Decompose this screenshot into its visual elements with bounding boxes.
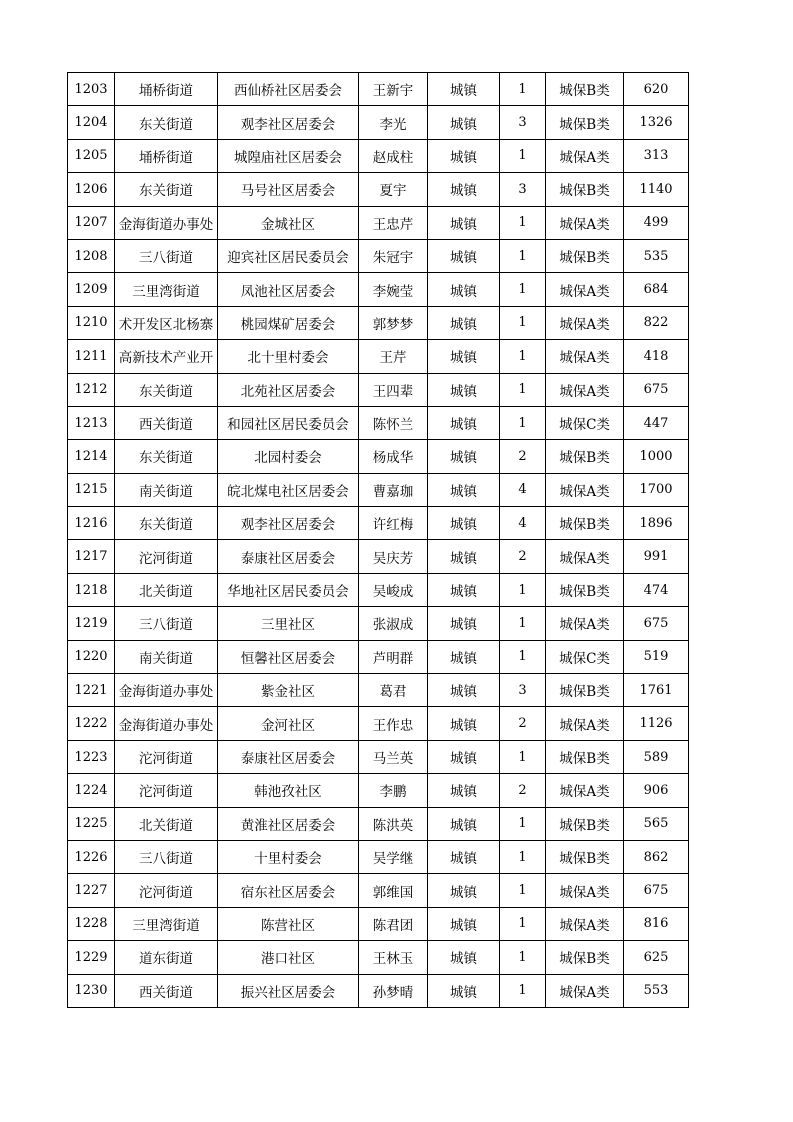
subdistrict-cell: 沱河街道 (115, 740, 218, 773)
insurance-category-cell: 城保A类 (546, 373, 624, 406)
household-count-cell: 1 (500, 139, 546, 172)
record-number-cell: 1224 (68, 774, 115, 807)
household-count-cell: 4 (500, 507, 546, 540)
insurance-category-cell: 城保A类 (546, 206, 624, 239)
record-number-cell: 1205 (68, 139, 115, 172)
person-name-cell: 王林玉 (359, 941, 428, 974)
amount-cell: 625 (624, 941, 689, 974)
community-cell: 泰康社区居委会 (218, 540, 359, 573)
insurance-category-cell: 城保A类 (546, 707, 624, 740)
amount-cell: 816 (624, 907, 689, 940)
amount-cell: 447 (624, 406, 689, 439)
community-cell: 恒馨社区居委会 (218, 640, 359, 673)
amount-cell: 1700 (624, 473, 689, 506)
amount-cell: 675 (624, 607, 689, 640)
table-row (68, 507, 689, 540)
subdistrict-cell: 东关街道 (115, 173, 218, 206)
amount-cell: 991 (624, 540, 689, 573)
person-name-cell: 吴庆芳 (359, 540, 428, 573)
insurance-category-cell: 城保B类 (546, 173, 624, 206)
community-cell: 桃园煤矿居委会 (218, 306, 359, 339)
table-row (68, 306, 689, 339)
person-name-cell: 郭梦梦 (359, 306, 428, 339)
record-number-cell: 1210 (68, 306, 115, 339)
community-cell: 振兴社区居委会 (218, 974, 359, 1007)
table-row (68, 774, 689, 807)
community-cell: 观李社区居委会 (218, 106, 359, 139)
community-cell: 泰康社区居委会 (218, 740, 359, 773)
area-type-cell: 城镇 (428, 707, 500, 740)
community-cell: 三里社区 (218, 607, 359, 640)
amount-cell: 906 (624, 774, 689, 807)
insurance-category-cell: 城保C类 (546, 640, 624, 673)
record-number-cell: 1219 (68, 607, 115, 640)
record-number-cell: 1212 (68, 373, 115, 406)
amount-cell: 589 (624, 740, 689, 773)
community-cell: 北十里村委会 (218, 340, 359, 373)
table-row (68, 840, 689, 873)
record-number-cell: 1216 (68, 507, 115, 540)
person-name-cell: 王作忠 (359, 707, 428, 740)
amount-cell: 822 (624, 306, 689, 339)
person-name-cell: 王新宇 (359, 73, 428, 106)
record-number-cell: 1230 (68, 974, 115, 1007)
community-cell: 紫金社区 (218, 674, 359, 707)
area-type-cell: 城镇 (428, 674, 500, 707)
record-number-cell: 1211 (68, 340, 115, 373)
insurance-category-cell: 城保A类 (546, 306, 624, 339)
amount-cell: 1896 (624, 507, 689, 540)
table-row (68, 139, 689, 172)
amount-cell: 684 (624, 273, 689, 306)
record-number-cell: 1214 (68, 440, 115, 473)
table-row (68, 640, 689, 673)
household-count-cell: 1 (500, 73, 546, 106)
household-count-cell: 2 (500, 707, 546, 740)
community-cell: 凤池社区居委会 (218, 273, 359, 306)
area-type-cell: 城镇 (428, 840, 500, 873)
community-cell: 华地社区居民委员会 (218, 573, 359, 606)
household-count-cell: 1 (500, 340, 546, 373)
subdistrict-cell: 沱河街道 (115, 874, 218, 907)
area-type-cell: 城镇 (428, 440, 500, 473)
area-type-cell: 城镇 (428, 239, 500, 272)
insurance-category-cell: 城保A类 (546, 774, 624, 807)
subdistrict-cell: 南关街道 (115, 473, 218, 506)
insurance-category-cell: 城保A类 (546, 974, 624, 1007)
subdistrict-cell: 道东街道 (115, 941, 218, 974)
person-name-cell: 吴学继 (359, 840, 428, 873)
community-cell: 韩池孜社区 (218, 774, 359, 807)
table-row (68, 707, 689, 740)
person-name-cell: 芦明群 (359, 640, 428, 673)
subdistrict-cell: 北关街道 (115, 807, 218, 840)
community-cell: 皖北煤电社区居委会 (218, 473, 359, 506)
insurance-category-cell: 城保A类 (546, 907, 624, 940)
household-count-cell: 1 (500, 974, 546, 1007)
person-name-cell: 王芹 (359, 340, 428, 373)
insurance-category-cell: 城保A类 (546, 273, 624, 306)
insurance-category-cell: 城保B类 (546, 507, 624, 540)
table-row (68, 974, 689, 1007)
subdistrict-cell: 金海街道办事处 (115, 206, 218, 239)
insurance-category-cell: 城保A类 (546, 340, 624, 373)
area-type-cell: 城镇 (428, 273, 500, 306)
community-cell: 马号社区居委会 (218, 173, 359, 206)
subdistrict-cell: 三里湾街道 (115, 907, 218, 940)
amount-cell: 675 (624, 373, 689, 406)
area-type-cell: 城镇 (428, 774, 500, 807)
community-cell: 港口社区 (218, 941, 359, 974)
record-number-cell: 1222 (68, 707, 115, 740)
amount-cell: 1126 (624, 707, 689, 740)
person-name-cell: 陈君团 (359, 907, 428, 940)
area-type-cell: 城镇 (428, 573, 500, 606)
community-cell: 迎宾社区居民委员会 (218, 239, 359, 272)
household-count-cell: 3 (500, 173, 546, 206)
household-count-cell: 1 (500, 607, 546, 640)
person-name-cell: 曹嘉珈 (359, 473, 428, 506)
roster-table (67, 72, 689, 1008)
community-cell: 黄淮社区居委会 (218, 807, 359, 840)
subdistrict-cell: 高新技术产业开 (115, 340, 218, 373)
amount-cell: 313 (624, 139, 689, 172)
record-number-cell: 1229 (68, 941, 115, 974)
area-type-cell: 城镇 (428, 473, 500, 506)
table-row (68, 106, 689, 139)
amount-cell: 553 (624, 974, 689, 1007)
area-type-cell: 城镇 (428, 974, 500, 1007)
community-cell: 金城社区 (218, 206, 359, 239)
record-number-cell: 1204 (68, 106, 115, 139)
insurance-category-cell: 城保B类 (546, 840, 624, 873)
area-type-cell: 城镇 (428, 106, 500, 139)
insurance-category-cell: 城保B类 (546, 807, 624, 840)
amount-cell: 535 (624, 239, 689, 272)
person-name-cell: 赵成柱 (359, 139, 428, 172)
person-name-cell: 夏宇 (359, 173, 428, 206)
roster-body (68, 73, 689, 1008)
area-type-cell: 城镇 (428, 206, 500, 239)
person-name-cell: 杨成华 (359, 440, 428, 473)
subdistrict-cell: 三八街道 (115, 239, 218, 272)
area-type-cell: 城镇 (428, 507, 500, 540)
amount-cell: 1140 (624, 173, 689, 206)
community-cell: 十里村委会 (218, 840, 359, 873)
table-row (68, 340, 689, 373)
amount-cell: 1761 (624, 674, 689, 707)
community-cell: 观李社区居委会 (218, 507, 359, 540)
insurance-category-cell: 城保B类 (546, 440, 624, 473)
record-number-cell: 1218 (68, 573, 115, 606)
insurance-category-cell: 城保A类 (546, 473, 624, 506)
insurance-category-cell: 城保B类 (546, 106, 624, 139)
community-cell: 金河社区 (218, 707, 359, 740)
area-type-cell: 城镇 (428, 941, 500, 974)
record-number-cell: 1206 (68, 173, 115, 206)
household-count-cell: 4 (500, 473, 546, 506)
subdistrict-cell: 三八街道 (115, 840, 218, 873)
area-type-cell: 城镇 (428, 540, 500, 573)
table-row (68, 406, 689, 439)
insurance-category-cell: 城保B类 (546, 239, 624, 272)
record-number-cell: 1208 (68, 239, 115, 272)
subdistrict-cell: 埇桥街道 (115, 139, 218, 172)
record-number-cell: 1213 (68, 406, 115, 439)
record-number-cell: 1215 (68, 473, 115, 506)
table-row (68, 573, 689, 606)
record-number-cell: 1225 (68, 807, 115, 840)
subdistrict-cell: 沱河街道 (115, 774, 218, 807)
subdistrict-cell: 东关街道 (115, 106, 218, 139)
area-type-cell: 城镇 (428, 640, 500, 673)
insurance-category-cell: 城保A类 (546, 540, 624, 573)
person-name-cell: 李婉莹 (359, 273, 428, 306)
subdistrict-cell: 西关街道 (115, 406, 218, 439)
table-row (68, 607, 689, 640)
amount-cell: 675 (624, 874, 689, 907)
area-type-cell: 城镇 (428, 406, 500, 439)
person-name-cell: 张淑成 (359, 607, 428, 640)
record-number-cell: 1228 (68, 907, 115, 940)
record-number-cell: 1217 (68, 540, 115, 573)
subdistrict-cell: 术开发区北杨寨 (115, 306, 218, 339)
household-count-cell: 1 (500, 740, 546, 773)
insurance-category-cell: 城保A类 (546, 607, 624, 640)
household-count-cell: 1 (500, 306, 546, 339)
person-name-cell: 葛君 (359, 674, 428, 707)
record-number-cell: 1221 (68, 674, 115, 707)
community-cell: 北园村委会 (218, 440, 359, 473)
household-count-cell: 1 (500, 206, 546, 239)
insurance-category-cell: 城保C类 (546, 406, 624, 439)
table-row (68, 206, 689, 239)
community-cell: 和园社区居民委员会 (218, 406, 359, 439)
community-cell: 陈营社区 (218, 907, 359, 940)
table-row (68, 907, 689, 940)
amount-cell: 1326 (624, 106, 689, 139)
person-name-cell: 郭维国 (359, 874, 428, 907)
record-number-cell: 1209 (68, 273, 115, 306)
household-count-cell: 1 (500, 907, 546, 940)
person-name-cell: 陈洪英 (359, 807, 428, 840)
amount-cell: 565 (624, 807, 689, 840)
subdistrict-cell: 三里湾街道 (115, 273, 218, 306)
household-count-cell: 2 (500, 440, 546, 473)
amount-cell: 418 (624, 340, 689, 373)
insurance-category-cell: 城保B类 (546, 740, 624, 773)
household-count-cell: 1 (500, 840, 546, 873)
table-row (68, 73, 689, 106)
record-number-cell: 1226 (68, 840, 115, 873)
amount-cell: 1000 (624, 440, 689, 473)
community-cell: 城隍庙社区居委会 (218, 139, 359, 172)
person-name-cell: 李鹏 (359, 774, 428, 807)
table-row (68, 273, 689, 306)
subdistrict-cell: 金海街道办事处 (115, 674, 218, 707)
household-count-cell: 1 (500, 273, 546, 306)
community-cell: 宿东社区居委会 (218, 874, 359, 907)
table-row (68, 440, 689, 473)
person-name-cell: 陈怀兰 (359, 406, 428, 439)
person-name-cell: 吴峻成 (359, 573, 428, 606)
area-type-cell: 城镇 (428, 907, 500, 940)
household-count-cell: 1 (500, 406, 546, 439)
person-name-cell: 马兰英 (359, 740, 428, 773)
household-count-cell: 3 (500, 106, 546, 139)
insurance-category-cell: 城保B类 (546, 573, 624, 606)
insurance-category-cell: 城保B类 (546, 941, 624, 974)
table-row (68, 807, 689, 840)
amount-cell: 620 (624, 73, 689, 106)
table-row (68, 473, 689, 506)
household-count-cell: 1 (500, 874, 546, 907)
insurance-category-cell: 城保B类 (546, 674, 624, 707)
area-type-cell: 城镇 (428, 807, 500, 840)
household-count-cell: 1 (500, 373, 546, 406)
household-count-cell: 1 (500, 239, 546, 272)
area-type-cell: 城镇 (428, 340, 500, 373)
subdistrict-cell: 东关街道 (115, 507, 218, 540)
record-number-cell: 1207 (68, 206, 115, 239)
subdistrict-cell: 金海街道办事处 (115, 707, 218, 740)
subdistrict-cell: 南关街道 (115, 640, 218, 673)
subdistrict-cell: 东关街道 (115, 440, 218, 473)
community-cell: 西仙桥社区居委会 (218, 73, 359, 106)
insurance-category-cell: 城保B类 (546, 73, 624, 106)
amount-cell: 862 (624, 840, 689, 873)
area-type-cell: 城镇 (428, 373, 500, 406)
record-number-cell: 1203 (68, 73, 115, 106)
record-number-cell: 1223 (68, 740, 115, 773)
community-cell: 北苑社区居委会 (218, 373, 359, 406)
table-row (68, 941, 689, 974)
subdistrict-cell: 埇桥街道 (115, 73, 218, 106)
table-row (68, 373, 689, 406)
person-name-cell: 许红梅 (359, 507, 428, 540)
person-name-cell: 李光 (359, 106, 428, 139)
table-row (68, 540, 689, 573)
area-type-cell: 城镇 (428, 173, 500, 206)
subdistrict-cell: 沱河街道 (115, 540, 218, 573)
person-name-cell: 王四辈 (359, 373, 428, 406)
area-type-cell: 城镇 (428, 607, 500, 640)
household-count-cell: 1 (500, 573, 546, 606)
record-number-cell: 1227 (68, 874, 115, 907)
amount-cell: 519 (624, 640, 689, 673)
area-type-cell: 城镇 (428, 306, 500, 339)
table-row (68, 740, 689, 773)
person-name-cell: 朱冠宇 (359, 239, 428, 272)
table-row (68, 239, 689, 272)
household-count-cell: 1 (500, 640, 546, 673)
table-row (68, 173, 689, 206)
household-count-cell: 2 (500, 540, 546, 573)
amount-cell: 499 (624, 206, 689, 239)
table-row (68, 874, 689, 907)
area-type-cell: 城镇 (428, 139, 500, 172)
record-number-cell: 1220 (68, 640, 115, 673)
subdistrict-cell: 三八街道 (115, 607, 218, 640)
area-type-cell: 城镇 (428, 73, 500, 106)
household-count-cell: 3 (500, 674, 546, 707)
insurance-category-cell: 城保A类 (546, 139, 624, 172)
household-count-cell: 1 (500, 807, 546, 840)
person-name-cell: 王忠芹 (359, 206, 428, 239)
subdistrict-cell: 西关街道 (115, 974, 218, 1007)
person-name-cell: 孙梦晴 (359, 974, 428, 1007)
household-count-cell: 2 (500, 774, 546, 807)
subdistrict-cell: 北关街道 (115, 573, 218, 606)
household-count-cell: 1 (500, 941, 546, 974)
amount-cell: 474 (624, 573, 689, 606)
insurance-category-cell: 城保A类 (546, 874, 624, 907)
area-type-cell: 城镇 (428, 740, 500, 773)
area-type-cell: 城镇 (428, 874, 500, 907)
subdistrict-cell: 东关街道 (115, 373, 218, 406)
table-row (68, 674, 689, 707)
